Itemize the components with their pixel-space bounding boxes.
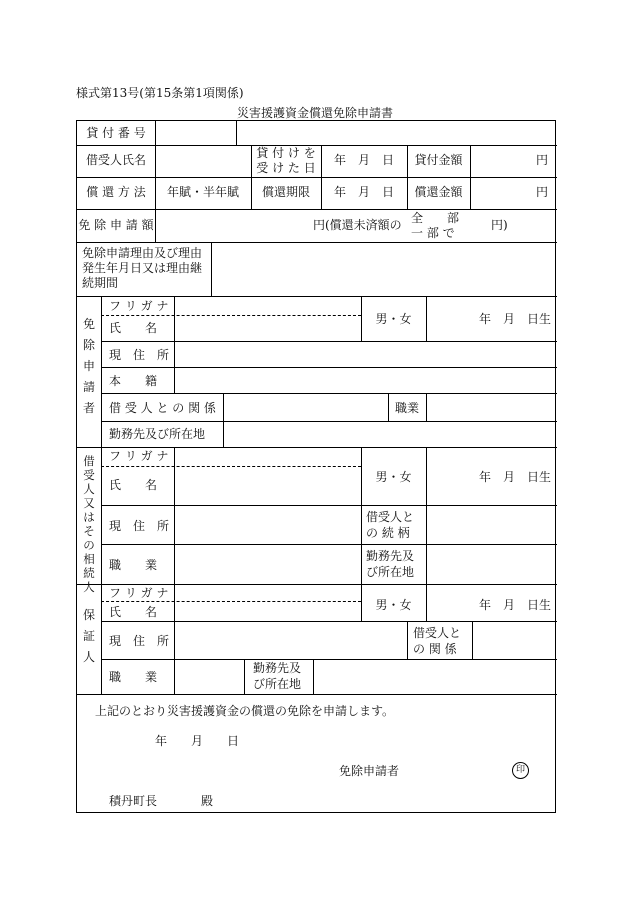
rule <box>361 447 362 584</box>
repay-amount-yen: 円 <box>536 185 549 199</box>
heir-occupation-label: 職 業 <box>109 558 158 572</box>
applicant-furigana-label: フ リ ガ ナ <box>109 299 169 313</box>
rule <box>155 121 156 145</box>
loan-number-label: 貸 付 番 号 <box>86 126 146 140</box>
loan-amount-yen: 円 <box>536 153 549 167</box>
applicant-domicile-label: 本 籍 <box>109 374 158 388</box>
rule <box>77 209 557 210</box>
application-date: 年 月 日 <box>155 734 240 748</box>
honorific: 殿 <box>201 794 214 808</box>
rule <box>244 659 245 694</box>
heir-workplace-label-line1: 勤務先及 <box>366 549 415 563</box>
rule <box>101 659 557 660</box>
applicant-workplace-label: 勤務先及び所在地 <box>109 427 206 441</box>
guarantor-workplace-label-line2: び所在地 <box>253 677 302 691</box>
rule <box>101 393 557 394</box>
document-title: 災害援護資金償還免除申請書 <box>236 106 393 120</box>
heir-birth: 年 月 日生 <box>479 470 552 484</box>
applicant-birth: 年 月 日生 <box>479 312 552 326</box>
rule <box>101 341 557 342</box>
addressee: 積丹町長 <box>109 794 158 808</box>
loan-amount-label: 貸付金額 <box>414 153 463 167</box>
heir-relation-label-line1: 借受人と <box>366 510 415 524</box>
applicant-name-label: 氏 名 <box>109 321 158 335</box>
guarantor-sex: 男・女 <box>375 598 412 612</box>
form-number: 様式第13号(第15条第1項関係) <box>76 86 244 100</box>
rule <box>101 505 557 506</box>
rule <box>223 393 224 447</box>
repay-period-ymd: 年 月 日 <box>333 185 394 199</box>
reason-label-line1: 免除申請理由及び理由 <box>82 246 203 260</box>
application-statement: 上記のとおり災害援護資金の償還の免除を申請します。 <box>95 704 395 718</box>
guarantor-side-label: 保証人 <box>82 608 95 664</box>
rule <box>426 393 427 421</box>
applicant-sex: 男・女 <box>375 312 412 326</box>
rule <box>101 447 102 584</box>
heir-side-label: 借受人又はその相続人 <box>83 454 95 594</box>
heir-furigana-label: フ リ ガ ナ <box>109 449 169 463</box>
all-part-line1: 全 部 <box>411 211 460 225</box>
seal-mark: 印 <box>512 762 529 779</box>
rule <box>426 584 427 621</box>
applicant-side-label: 免除申請者 <box>82 317 95 415</box>
application-form-table <box>76 120 556 813</box>
rule <box>174 447 175 584</box>
repay-method-label: 償 還 方 法 <box>86 185 146 199</box>
guarantor-workplace-label-line1: 勤務先及 <box>253 661 302 675</box>
rule <box>77 447 557 448</box>
rule <box>77 296 557 297</box>
guarantor-name-label: 氏 名 <box>109 605 158 619</box>
loan-date-ymd: 年 月 日 <box>333 153 394 167</box>
heir-sex: 男・女 <box>375 470 412 484</box>
rule <box>236 121 237 145</box>
rule <box>174 296 175 393</box>
exempt-amount-label: 免 除 申 請 額 <box>78 218 154 232</box>
heir-relation-label-line2: の 続 柄 <box>366 526 410 540</box>
reason-label-line3: 続期間 <box>82 276 119 290</box>
repay-method-value: 年賦・半年賦 <box>166 185 239 199</box>
rule <box>77 584 557 585</box>
rule <box>101 367 557 368</box>
furigana-rule <box>101 601 361 602</box>
applicant-occupation-label: 職業 <box>394 401 419 415</box>
repay-period-label: 償還期限 <box>261 185 310 199</box>
rule <box>101 584 102 694</box>
heir-workplace-label-line2: び所在地 <box>366 565 415 579</box>
rule <box>155 145 156 209</box>
rule <box>470 145 471 209</box>
rule <box>101 621 557 622</box>
loan-date-label-line1: 貸 付 け を <box>256 146 316 160</box>
repay-amount-label: 償還金額 <box>414 185 463 199</box>
borrower-name-label: 借受人氏名 <box>85 153 146 167</box>
rule <box>101 544 557 545</box>
rule <box>101 421 557 422</box>
footer-applicant-label: 免除申請者 <box>339 764 400 778</box>
all-part-line2: 一 部 で <box>411 226 455 240</box>
unpaid-prefix: 円(償還未済額の <box>313 218 402 232</box>
rule <box>174 621 175 694</box>
applicant-address-label: 現 住 所 <box>109 348 170 362</box>
applicant-relation-label: 借 受 人 と の 関 係 <box>109 401 216 415</box>
rule <box>407 621 408 659</box>
heir-address-label: 現 住 所 <box>109 519 170 533</box>
heir-name-label: 氏 名 <box>109 478 158 492</box>
furigana-rule <box>101 466 361 467</box>
furigana-rule <box>101 315 361 316</box>
guarantor-birth: 年 月 日生 <box>479 598 552 612</box>
rule <box>426 447 427 584</box>
rule <box>472 621 473 659</box>
rule <box>77 694 557 695</box>
guarantor-relation-label-line1: 借受人と <box>413 626 462 640</box>
loan-date-label-line2: 受 け た 日 <box>256 161 316 175</box>
reason-label-line2: 発生年月日又は理由継 <box>82 261 203 275</box>
rule <box>426 296 427 341</box>
guarantor-relation-label-line2: の 関 係 <box>413 642 457 656</box>
guarantor-address-label: 現 住 所 <box>109 634 170 648</box>
guarantor-furigana-label: フ リ ガ ナ <box>109 586 169 600</box>
rule <box>174 584 175 621</box>
rule <box>313 659 314 694</box>
rule <box>211 242 212 296</box>
yen-close: 円) <box>491 218 508 232</box>
rule <box>155 209 156 242</box>
rule <box>77 242 557 243</box>
guarantor-occupation-label: 職 業 <box>109 670 158 684</box>
rule <box>101 296 102 447</box>
rule <box>77 177 557 178</box>
